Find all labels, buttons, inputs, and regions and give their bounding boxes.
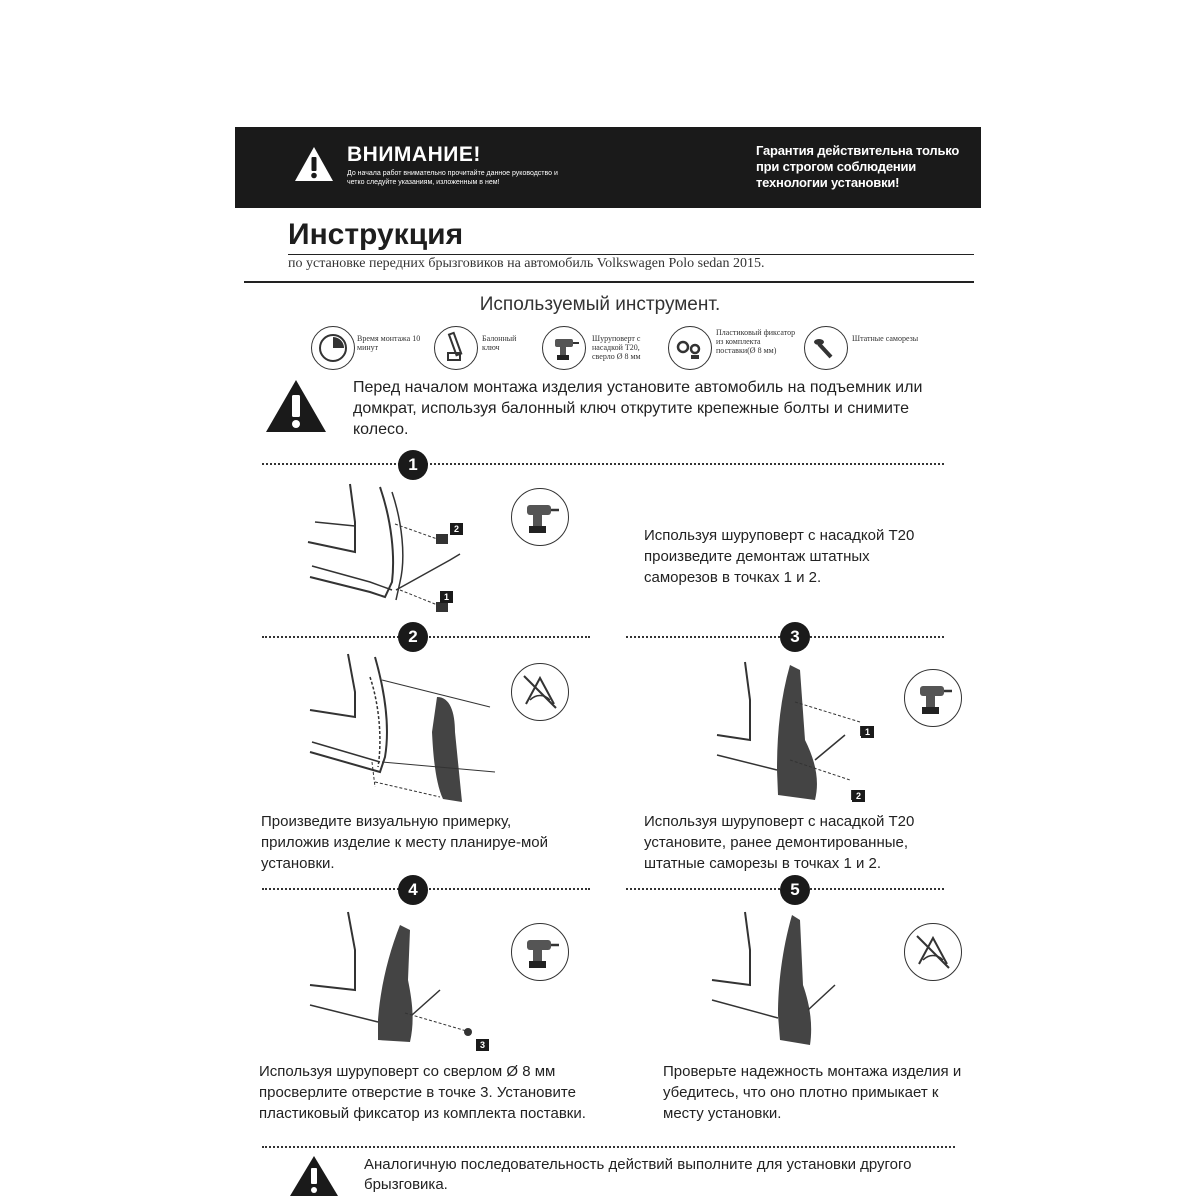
attention-title: ВНИМАНИЕ! bbox=[347, 143, 481, 166]
screw-icon bbox=[804, 326, 848, 370]
pre-instruction: Перед началом монтажа изделия установите автомобиль на подъемник или домкрат, используя балонный ключ открутите крепежные болты и снимите колесо. bbox=[353, 379, 923, 438]
step-2-text: Произведите визуальную примерку, приложив изделие к месту планируе-мой установки. bbox=[261, 813, 548, 872]
plastic-clip-icon bbox=[668, 326, 712, 370]
tool-label: Балонный ключ bbox=[482, 334, 517, 352]
step-1-text: Используя шуруповерт с насадкой T20 произведите демонтаж штатных саморезов в точках 1 и 2. bbox=[644, 527, 915, 586]
clock-icon bbox=[311, 326, 355, 370]
step-divider bbox=[262, 463, 944, 465]
wheel-wrench-icon bbox=[434, 326, 478, 370]
step-5-illustration bbox=[700, 910, 880, 1050]
page-subtitle: по установке передних брызговиков на автомобиль Volkswagen Polo sedan 2015. bbox=[288, 256, 765, 271]
warning-icon bbox=[288, 1154, 340, 1198]
final-divider bbox=[262, 1146, 955, 1148]
callout-label: 3 bbox=[476, 1039, 489, 1051]
visual-check-icon bbox=[904, 923, 962, 981]
tool-label: Шуруповерт с насадкой T20, сверло Ø 8 мм bbox=[592, 334, 641, 361]
visual-check-icon bbox=[511, 663, 569, 721]
step-number: 2 bbox=[398, 622, 428, 652]
step-2-illustration bbox=[300, 652, 500, 812]
step-4-illustration bbox=[300, 910, 500, 1060]
subtitle-divider bbox=[244, 281, 974, 283]
step-number: 4 bbox=[398, 875, 428, 905]
callout-label: 1 bbox=[861, 726, 874, 738]
step-1-illustration bbox=[300, 482, 480, 622]
screwdriver-drill-icon bbox=[542, 326, 586, 370]
tool-label: Время монтажа 10 минут bbox=[357, 334, 421, 352]
screwdriver-drill-icon bbox=[511, 923, 569, 981]
callout-label: 2 bbox=[450, 523, 463, 535]
attention-subtitle: До начала работ внимательно прочитайте данное руководство и четко следуйте указаниям, изложенным в нем! bbox=[347, 170, 558, 186]
tools-title: Используемый инструмент. bbox=[479, 294, 721, 315]
callout-label: 2 bbox=[852, 790, 865, 802]
tool-label: Пластиковый фиксатор из комплекта поставки(Ø 8 мм) bbox=[716, 328, 796, 355]
step-number: 1 bbox=[398, 450, 428, 480]
step-3-text: Используя шуруповерт с насадкой T20 установите, ранее демонтированные, штатные саморезы в точках 1 и 2. bbox=[644, 813, 915, 872]
callout-label: 1 bbox=[440, 591, 453, 603]
final-note: Аналогичную последовательность действий выполните для установки другого брызговика. bbox=[364, 1156, 912, 1193]
page-title: Инструкция bbox=[288, 218, 464, 251]
guarantee-note: Гарантия действительна только при строгом соблюдении технологии установки! bbox=[756, 143, 960, 190]
warning-icon bbox=[293, 145, 335, 183]
step-5-text: Проверьте надежность монтажа изделия и убедитесь, что оно плотно примыкает к месту установки. bbox=[663, 1063, 962, 1122]
warning-icon bbox=[263, 377, 329, 435]
title-divider bbox=[288, 254, 974, 255]
step-3-illustration bbox=[705, 660, 885, 810]
attention-banner bbox=[235, 127, 981, 208]
step-number: 5 bbox=[780, 875, 810, 905]
step-number: 3 bbox=[780, 622, 810, 652]
screwdriver-drill-icon bbox=[511, 488, 569, 546]
screwdriver-drill-icon bbox=[904, 669, 962, 727]
step-4-text: Используя шуруповерт со сверлом Ø 8 мм просверлите отверстие в точке 3. Установите пластиковый фиксатор из комплекта поставки. bbox=[259, 1063, 586, 1122]
tool-label: Штатные саморезы bbox=[852, 334, 919, 343]
